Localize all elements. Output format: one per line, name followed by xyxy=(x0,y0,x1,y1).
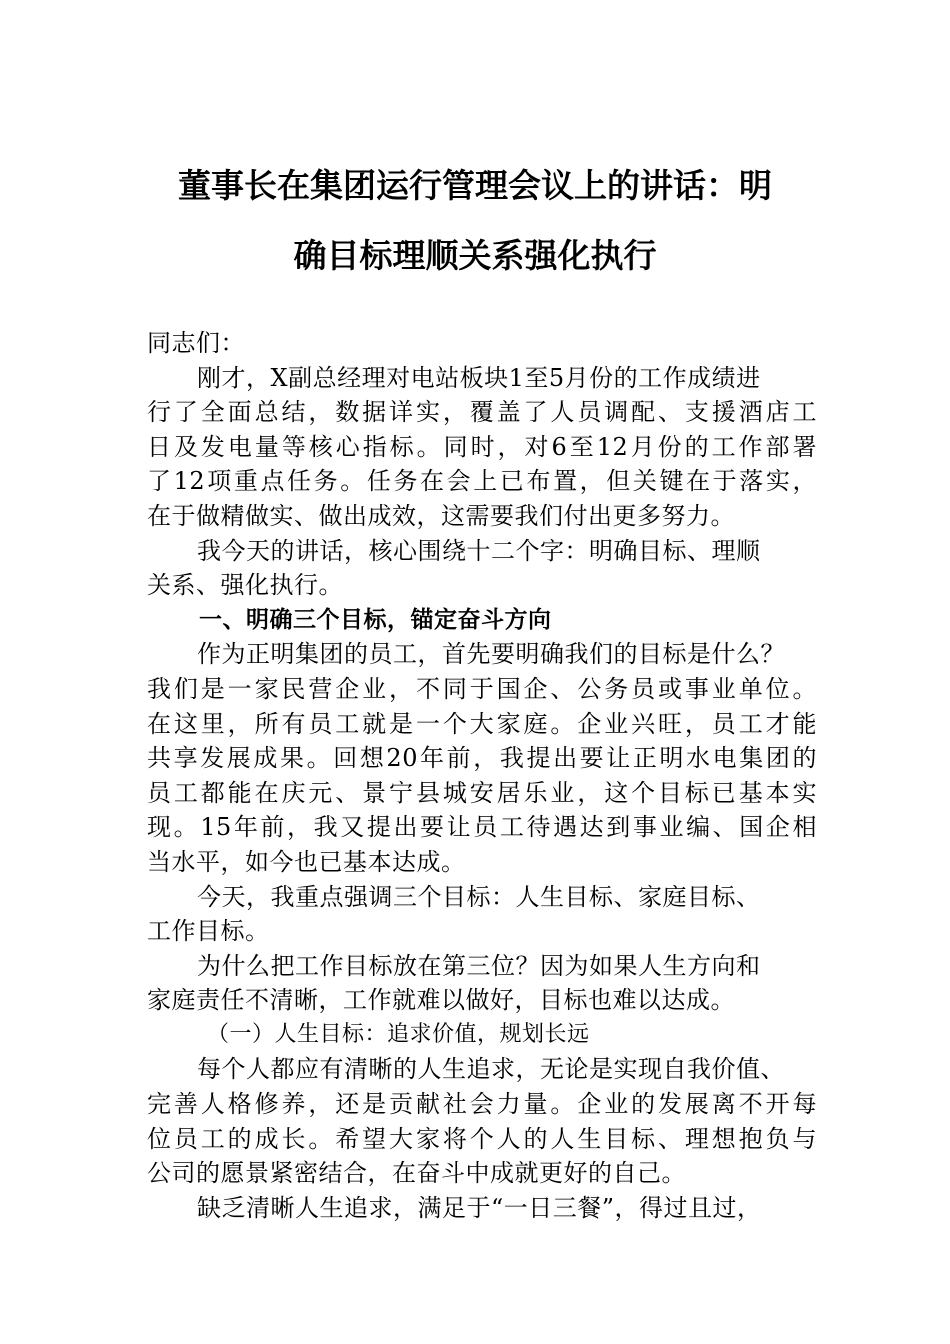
body-text-line: 今天，我重点强调三个目标：人生目标、家庭目标、 xyxy=(197,882,761,911)
body-text-line: 我今天的讲话，核心围绕十二个字：明确目标、理顺 xyxy=(197,536,761,565)
body-text-line: 当水平，如今也已基本达成。 xyxy=(147,847,466,876)
body-text-line: 同志们： xyxy=(147,329,245,357)
body-text-line: 共享发展成果。回想20年前，我提出要让正明水电集团的 xyxy=(147,744,817,773)
body-text-line: 位员工的成长。希望大家将个人的人生目标、理想抱负与 xyxy=(147,1124,817,1153)
section-heading: 一、明确三个目标，锚定奋斗方向 xyxy=(199,606,552,633)
body-text-line: 在于做精做实、做出成效，这需要我们付出更多努力。 xyxy=(147,501,735,530)
body-text-line: 关系、强化执行。 xyxy=(147,571,343,600)
document-title-line-1: 董事长在集团运行管理会议上的讲话：明 xyxy=(178,166,772,205)
body-text-line: 现。15年前，我又提出要让员工待遇达到事业编、国企相 xyxy=(147,813,817,842)
body-text-line: 缺乏清晰人生追求，满足于“一日三餐”，得过且过， xyxy=(197,1193,762,1222)
body-text-line: 我们是一家民营企业，不同于国企、公务员或事业单位。 xyxy=(147,674,817,703)
body-text-line: 完善人格修养，还是贡献社会力量。企业的发展离不开每 xyxy=(147,1090,817,1119)
body-text-line: 员工都能在庆元、景宁县城安居乐业，这个目标已基本实 xyxy=(147,778,817,807)
body-text-line: 工作目标。 xyxy=(147,917,270,946)
body-text-line: 刚才，X副总经理对电站板块1至5月份的工作成绩进 xyxy=(197,363,761,392)
body-text-line: 日及发电量等核心指标。同时，对6至12月份的工作部署 xyxy=(147,432,817,461)
body-text-line: 作为正明集团的员工，首先要明确我们的目标是什么？ xyxy=(197,640,785,669)
body-text-line: 在这里，所有员工就是一个大家庭。企业兴旺，员工才能 xyxy=(147,709,817,738)
document-body xyxy=(147,326,817,1225)
document-title-line-2: 确目标理顺关系强化执行 xyxy=(293,236,657,275)
body-text-line: 每个人都应有清晰的人生追求，无论是实现自我价值、 xyxy=(197,1055,785,1084)
section-heading: （一）人生目标：追求价值，规划长远 xyxy=(207,1021,590,1047)
body-text-line: 了12项重点任务。任务在会上已布置，但关键在于落实， xyxy=(147,467,817,496)
body-text-line: 家庭责任不清晰，工作就难以做好，目标也难以达成。 xyxy=(147,986,735,1015)
body-text-line: 公司的愿景紧密结合，在奋斗中成就更好的自己。 xyxy=(147,1159,686,1188)
body-text-line: 行了全面总结，数据详实，覆盖了人员调配、支援酒店工 xyxy=(147,398,817,427)
body-text-line: 为什么把工作目标放在第三位？因为如果人生方向和 xyxy=(197,951,761,980)
